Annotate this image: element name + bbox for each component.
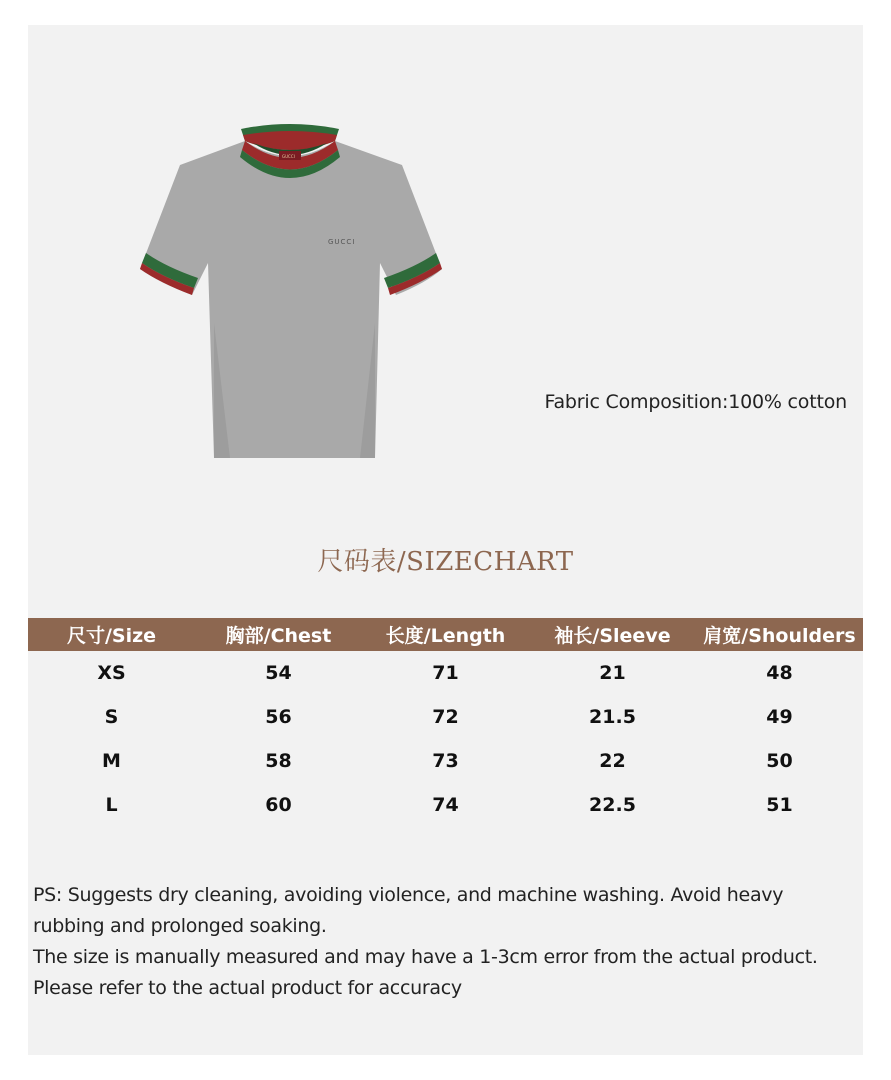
cell-shoulders: 50 xyxy=(766,750,793,772)
header-size: 尺寸/Size xyxy=(28,618,195,651)
size-error-note: The size is manually measured and may have a 1-3cm error from the actual product. xyxy=(33,946,818,968)
product-image xyxy=(140,123,450,468)
header-chest: 胸部/Chest xyxy=(195,618,362,651)
cell-chest: 54 xyxy=(265,662,292,684)
care-note-line: PS: Suggests dry cleaning, avoiding violence, and machine washing. Avoid heavy rubbing and prolonged soaking. xyxy=(33,884,784,937)
header-length: 长度/Length xyxy=(362,618,529,651)
header-shoulders: 肩宽/Shoulders xyxy=(696,618,863,651)
product-panel xyxy=(28,25,863,1055)
cell-shoulders: 48 xyxy=(766,662,793,684)
table-row xyxy=(28,783,863,827)
cell-sleeve: 22 xyxy=(599,750,626,772)
size-chart-table xyxy=(28,618,863,827)
care-notes xyxy=(33,880,859,1004)
cell-length: 72 xyxy=(432,706,459,728)
cell-length: 73 xyxy=(432,750,459,772)
table-row xyxy=(28,651,863,695)
accuracy-note: Please refer to the actual product for accuracy xyxy=(33,977,462,999)
cell-sleeve: 21 xyxy=(599,662,626,684)
neck-label-text: GUCCI xyxy=(282,154,295,159)
fabric-composition: Fabric Composition:100% cotton xyxy=(544,391,847,413)
cell-sleeve: 22.5 xyxy=(589,794,636,816)
cell-size: S xyxy=(104,706,119,728)
cell-shoulders: 49 xyxy=(766,706,793,728)
cell-shoulders: 51 xyxy=(766,794,793,816)
cell-chest: 58 xyxy=(265,750,292,772)
chest-logo-text: GUCCI xyxy=(328,238,356,246)
cell-chest: 56 xyxy=(265,706,292,728)
cell-size: M xyxy=(102,750,121,772)
cell-length: 74 xyxy=(432,794,459,816)
size-chart-header-row xyxy=(28,618,863,651)
cell-chest: 60 xyxy=(265,794,292,816)
cell-length: 71 xyxy=(432,662,459,684)
header-sleeve: 袖长/Sleeve xyxy=(529,618,696,651)
size-chart-title: 尺码表/SIZECHART xyxy=(317,547,574,577)
cell-size: XS xyxy=(97,662,126,684)
table-row xyxy=(28,695,863,739)
table-row xyxy=(28,739,863,783)
cell-size: L xyxy=(105,794,118,816)
cell-sleeve: 21.5 xyxy=(589,706,636,728)
